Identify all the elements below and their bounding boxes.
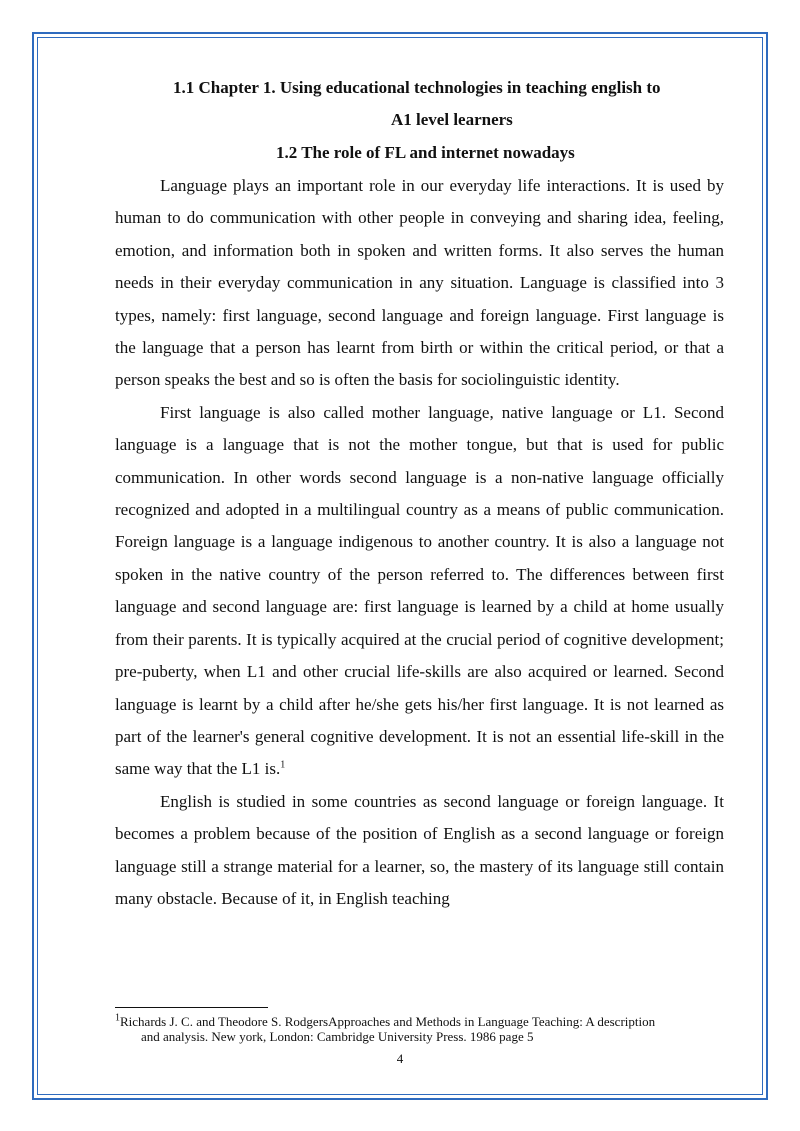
paragraph-1: Language plays an important role in our everyday life interactions. It is used by human to do communication with other people in conveying and sharing idea, feeling, emotion, and information both in spoken and written forms. It also serves the human needs in their everyday communication in any situation. Language is classified into 3 types, namely: first language, second language and foreign language. First language is the language that a person has learnt from birth or within the critical period, or that a person speaks the best and so is often the basis for sociolinguistic identity. xyxy=(115,176,724,390)
paragraph-2 xyxy=(115,397,724,786)
chapter-heading-line2: A1 level learners xyxy=(391,110,513,129)
footnote-text-line2: and analysis. New york, London: Cambridge University Press. 1986 page 5 xyxy=(141,1029,534,1044)
page-number: 4 xyxy=(396,1051,404,1066)
footnote-separator xyxy=(115,1007,268,1008)
footnote xyxy=(115,1014,727,1044)
chapter-heading-line1: 1.1 Chapter 1. Using educational technologies in teaching english to xyxy=(173,78,661,97)
paragraph-3: English is studied in some countries as second language or foreign language. It becomes a problem because of the position of English as a second language or foreign language still a strange material for a learner, so, the mastery of its language still contain many obstacle. Because of it, in English teaching xyxy=(115,791,724,908)
section-heading: 1.2 The role of FL and internet nowadays xyxy=(276,143,575,162)
body-text xyxy=(115,170,724,915)
footnote-reference[interactable]: 1 xyxy=(280,759,286,771)
footnote-line1 xyxy=(115,1014,727,1029)
paragraph-2-text: First language is also called mother language, native language or L1. Second language is a language that is not the mother tongue, but that is used for public communication. In other words second language is a non-native language officially recognized and adopted in a multilingual country as a means of public communication. Foreign language is a language indigenous to another country. It is also a language not spoken in the native country of the person referred to. The differences between first language and second language are: first language is learned by a child at home usually from their parents. It is typically acquired at the crucial period of cognitive development; pre-puberty, when L1 and other crucial life-skills are also acquired or learned. Second language is learnt by a child after he/she gets his/her first language. It is not learned as part of the learner's general cognitive development. It is not an essential life-skill in the same way that the L1 is. xyxy=(115,402,724,779)
footnote-text-line1: Richards J. C. and Theodore S. RodgersApproaches and Methods in Language Teaching: A description xyxy=(120,1014,656,1029)
footnote-marker: 1 xyxy=(115,1012,120,1024)
